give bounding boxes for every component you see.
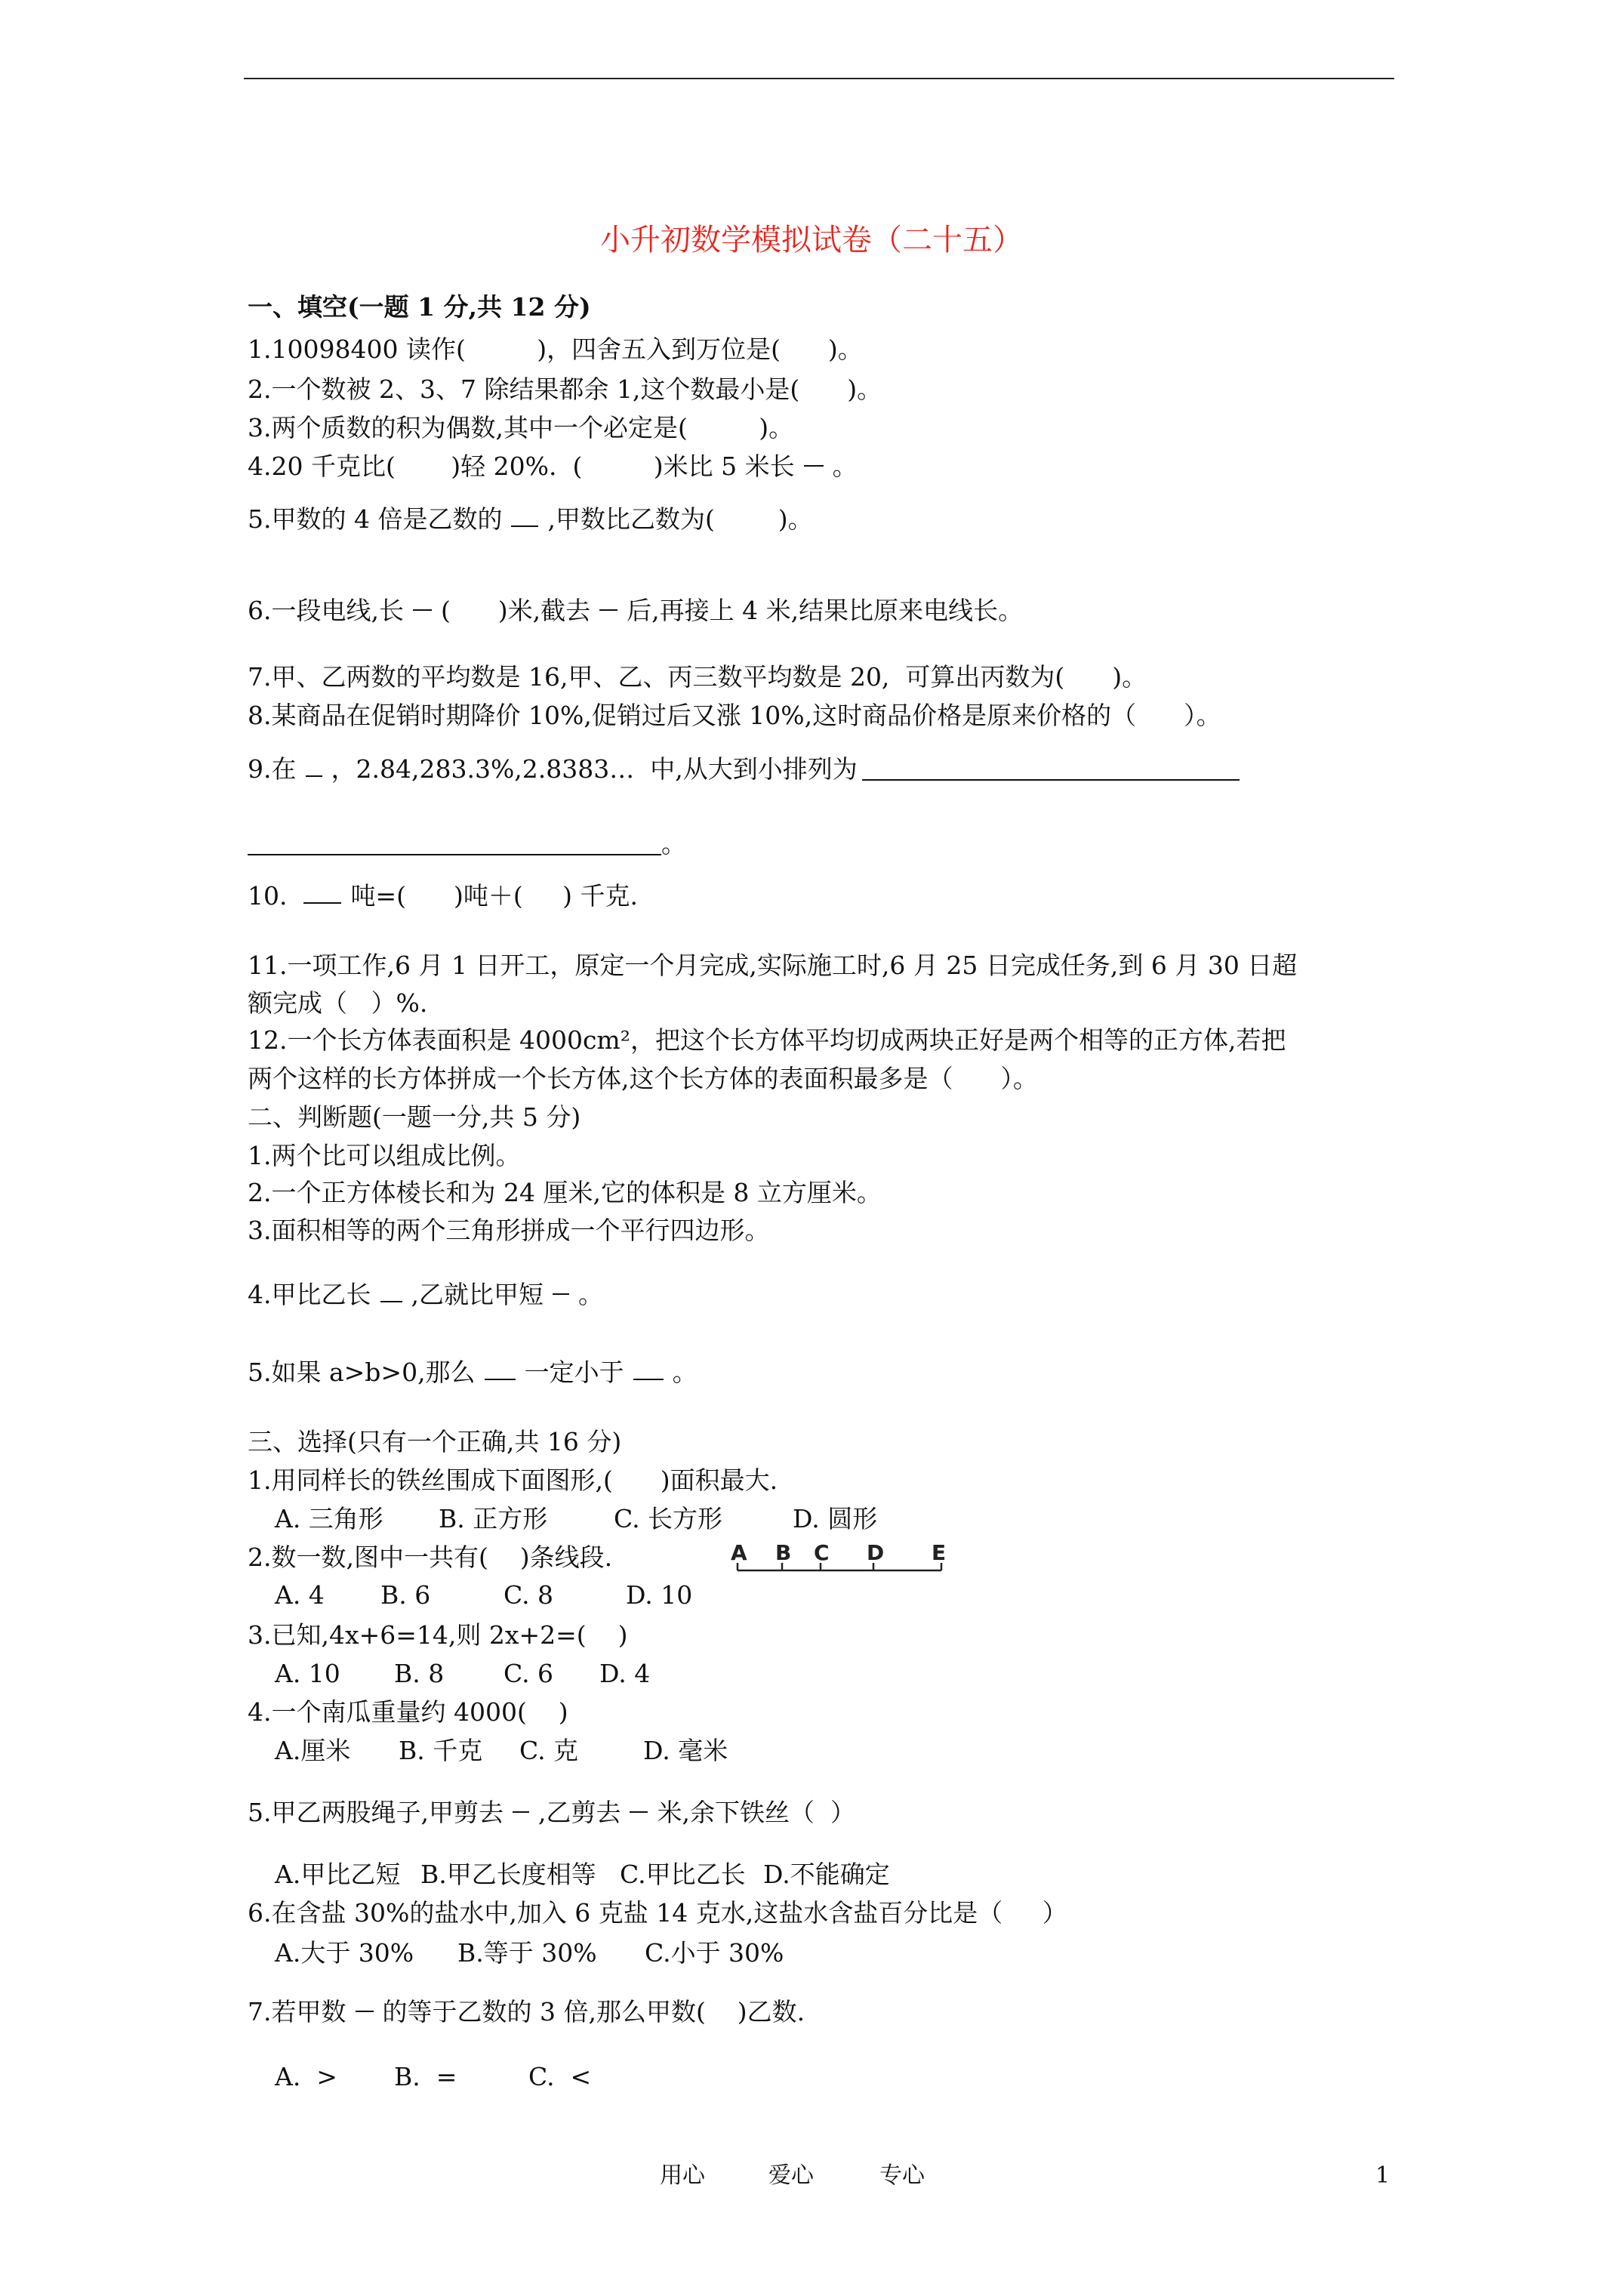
choice-3-option-a: A. 10: [275, 1659, 340, 1688]
choice-4-option-c: C. 克: [519, 1736, 579, 1765]
choice-2-option-d: D. 10: [626, 1580, 693, 1610]
header-rule: [244, 78, 1394, 79]
choice-1-option-a: A. 三角形: [275, 1504, 383, 1533]
question-text: 的等于乙数的 3 倍,那么甲数( )乙数.: [382, 1997, 805, 2026]
question-text: ,甲数比乙数为( )。: [547, 504, 813, 534]
choice-6-option-b: B.等于 30%: [457, 1938, 597, 1968]
fraction-bar: [413, 609, 432, 611]
judge-question-3: 3.面积相等的两个三角形拼成一个平行四边形。: [248, 1216, 770, 1245]
choice-3-option-c: C. 6: [504, 1659, 554, 1688]
footer-motto-2: 爱心: [768, 2162, 814, 2189]
fill-question-8: 8.某商品在促销时期降价 10%,促销过后又涨 10%,这时商品价格是原来价格的（ ）。: [248, 701, 1221, 730]
fill-question-7: 7.甲、乙两数的平均数是 16,甲、乙、丙三数平均数是 20, 可算出丙数为( )。: [248, 662, 1147, 692]
choice-1-option-d: D. 圆形: [793, 1504, 878, 1533]
choice-6-option-a: A.大于 30%: [275, 1938, 414, 1968]
fill-question-9-continued: [248, 829, 686, 859]
choice-question-5: [248, 1798, 855, 1828]
choice-5-option-a: A.甲比乙短: [275, 1860, 401, 1889]
fraction-bar: [599, 609, 617, 611]
question-text: 5.甲数的 4 倍是乙数的: [248, 504, 503, 534]
point-label-b: B: [775, 1540, 792, 1565]
choice-3-option-b: B. 8: [394, 1659, 445, 1688]
fill-question-3: 3.两个质数的积为偶数,其中一个必定是( )。: [248, 413, 794, 442]
choice-question-6: 6.在含盐 30%的盐水中,加入 6 克盐 14 克水,这盐水含盐百分比是（ ）: [248, 1898, 1067, 1928]
choice-4-option-b: B. 千克: [399, 1736, 483, 1765]
question-text: 6.一段电线,长: [248, 596, 404, 625]
fraction-bar: [633, 1379, 664, 1380]
page-number: 1: [1375, 2162, 1390, 2189]
judge-question-2: 2.一个正方体棱长和为 24 厘米,它的体积是 8 立方厘米。: [248, 1178, 882, 1207]
question-text: 。: [672, 1358, 698, 1387]
fraction-bar: [485, 1379, 516, 1380]
judge-question-4: [248, 1280, 603, 1310]
choice-question-1: 1.用同样长的铁丝围成下面图形,( )面积最大.: [248, 1465, 778, 1495]
choice-question-2: 2.数一数,图中一共有( )条线段.: [248, 1542, 613, 1572]
question-text: 一定小于: [524, 1358, 624, 1387]
fraction-bar: [553, 1293, 569, 1295]
choice-7-option-c: C. <: [528, 2062, 592, 2091]
question-text: 。: [832, 451, 858, 481]
point-label-e: E: [932, 1540, 947, 1565]
fraction-bar: [513, 1811, 529, 1813]
fill-question-9: [248, 754, 1240, 784]
fraction-bar: [380, 1301, 402, 1302]
question-text: 7.若甲数: [248, 1997, 346, 2026]
question-text: ,乙剪去: [537, 1798, 621, 1827]
fill-question-12: 12.一个长方体表面积是 4000cm²，把这个长方体平均切成两块正好是两个相等的正方体,若把: [248, 1025, 1286, 1055]
choice-2-option-b: B. 6: [380, 1580, 431, 1610]
choice-5-option-b: B.甲乙长度相等: [420, 1860, 596, 1889]
choice-4-option-a: A.厘米: [275, 1736, 351, 1765]
fill-question-6: [248, 596, 1023, 626]
fraction-bar: [630, 1811, 648, 1813]
fill-question-5: [248, 504, 813, 535]
judge-question-1: 1.两个比可以组成比例。: [248, 1141, 521, 1170]
choice-2-option-a: A. 4: [275, 1580, 325, 1610]
question-text: 4.20 千克比( )轻 20%. ( )米比 5 米长: [248, 451, 795, 481]
judge-question-5: [248, 1358, 698, 1388]
question-text: 米,余下铁丝（ ）: [657, 1798, 855, 1827]
choice-5-option-c: C.甲比乙长: [620, 1860, 746, 1889]
answer-line: [862, 779, 1240, 781]
footer-motto-1: 用心: [660, 2162, 705, 2189]
question-text: 5.甲乙两股绳子,甲剪去: [248, 1798, 504, 1827]
choice-question-7: [248, 1997, 805, 2027]
fill-question-1: 1.10098400 读作( )，四舍五入到万位是( )。: [248, 334, 863, 364]
fill-question-4: [248, 451, 858, 482]
section-heading-fill-in: 一、填空(一题 1 分,共 12 分): [248, 292, 591, 322]
question-text: ，2.84,283.3%,2.8383… 中,从大到小排列为: [331, 754, 858, 784]
choice-3-option-d: D. 4: [599, 1659, 651, 1688]
question-text: ,乙就比甲短: [411, 1280, 544, 1309]
fraction-bar: [511, 525, 538, 527]
question-text: 。: [578, 1280, 603, 1309]
choice-1-option-b: B. 正方形: [439, 1504, 548, 1533]
question-text: 5.如果 a>b>0,那么: [248, 1358, 476, 1387]
question-text: 后,再接上 4 米,结果比原来电线长。: [627, 596, 1024, 625]
fraction-bar: [356, 2011, 374, 2012]
fraction-bar: [303, 902, 341, 904]
point-label-a: A: [731, 1540, 747, 1565]
question-text: 10.: [248, 881, 288, 911]
choice-5-option-d: D.不能确定: [763, 1860, 890, 1889]
fill-question-2: 2.一个数被 2、3、7 除结果都余 1,这个数最小是( )。: [248, 374, 882, 404]
choice-2-option-c: C. 8: [504, 1580, 554, 1610]
section-heading-judgement: 二、判断题(一题一分,共 5 分): [248, 1102, 581, 1132]
choice-1-option-c: C. 长方形: [614, 1504, 723, 1533]
choice-4-option-d: D. 毫米: [643, 1736, 728, 1765]
fill-question-10: [248, 881, 638, 911]
fill-question-12-continued: 两个这样的长方体拼成一个长方体,这个长方体的表面积最多是（ ）。: [248, 1064, 1038, 1093]
fraction-bar: [306, 775, 322, 777]
choice-question-3: 3.已知,4x+6=14,则 2x+2=( ): [248, 1620, 628, 1650]
fill-question-11: 11.一项工作,6 月 1 日开工，原定一个月完成,实际施工时,6 月 25 日完成任务,到 6 月 30 日超: [248, 951, 1298, 980]
question-text: 吨=( )吨＋( ) 千克.: [350, 881, 638, 911]
answer-line: [248, 854, 661, 855]
exam-title: 小升初数学模拟试卷（二十五）: [600, 223, 1023, 257]
fill-question-11-continued: 额完成（ ）%.: [248, 988, 428, 1018]
question-text: 。: [661, 829, 686, 858]
question-text: 4.甲比乙长: [248, 1280, 371, 1309]
footer-motto-3: 专心: [879, 2162, 925, 2189]
choice-7-option-b: B. =: [394, 2062, 457, 2091]
point-label-d: D: [867, 1540, 885, 1565]
choice-6-option-c: C.小于 30%: [645, 1938, 784, 1968]
fraction-bar: [804, 465, 824, 467]
line-segment-figure: [725, 1533, 951, 1578]
point-label-c: C: [814, 1540, 830, 1565]
section-heading-choice: 三、选择(只有一个正确,共 16 分): [248, 1427, 622, 1456]
question-text: ( )米,截去: [440, 596, 591, 625]
choice-7-option-a: A. >: [275, 2062, 337, 2091]
question-text: 9.在: [248, 754, 297, 784]
choice-question-4: 4.一个南瓜重量约 4000( ): [248, 1697, 568, 1727]
